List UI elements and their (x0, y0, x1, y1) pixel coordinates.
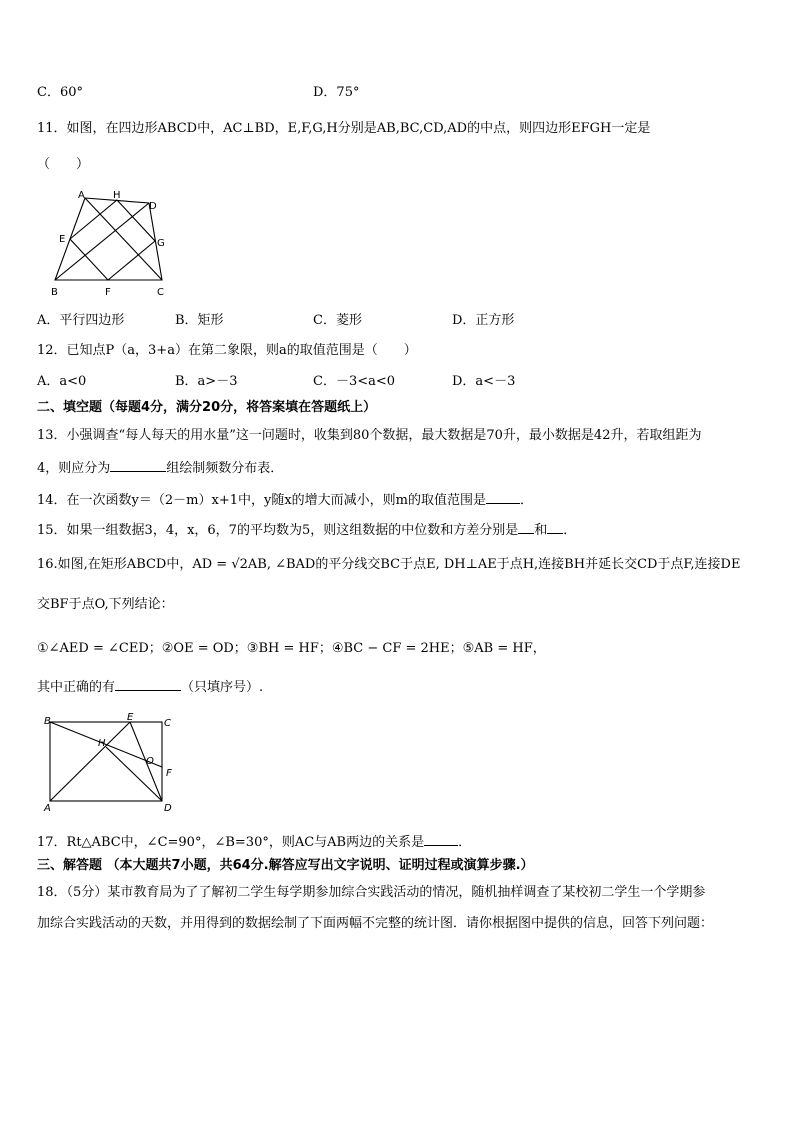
q10-option-c: C．60° (37, 85, 83, 100)
q14-line (37, 490, 533, 510)
q12-stem: 12．已知点P（a，3+a）在第二象限，则a的取值范围是（ ） (37, 343, 417, 358)
label-f: F (166, 768, 172, 779)
q13-line-1: 13．小强调查“每人每天的用水量”这一问题时，收集到80个数据，最大数据是70升，最小数据是42升，若取组距为 (37, 428, 702, 443)
q16-conclusions: ①∠AED = ∠CED；②OE = OD；③BH = HF；④BC − CF = 2HE；⑤AB = HF， (37, 641, 546, 656)
q11-paren: （ ） (37, 157, 90, 172)
q17-line (37, 832, 471, 852)
q14-answer-blank[interactable] (486, 490, 520, 504)
q16-text-b: （只填序号）. (181, 680, 264, 695)
quad-efgh (70, 200, 155, 280)
q16-line-2: 交BF于点O,下列结论： (37, 597, 174, 612)
label-g: G (157, 238, 165, 249)
label-b: B (51, 287, 58, 298)
q17-answer-blank[interactable] (424, 832, 458, 846)
label-c: C (157, 287, 164, 298)
q15-end: ． (563, 523, 577, 538)
quad-abcd (55, 198, 162, 280)
q16-line-1: 16.如图,在矩形ABCD中，AD = √2AB, ∠BAD的平分线交BC于点E, DH⊥AE于点H,连接BH并延长交CD于点F,连接DE (37, 557, 741, 572)
q15-blank-variance[interactable] (547, 520, 563, 534)
label-f: F (105, 287, 111, 298)
label-a: A (44, 803, 51, 812)
q15-blank-median[interactable] (518, 520, 534, 534)
label-c: C (164, 718, 171, 729)
q13-line-2 (37, 458, 283, 478)
label-e: E (59, 234, 66, 245)
section-3-heading: 三、解答题 （本大题共7小题，共64分.解答应写出文字说明、证明过程或演算步骤.） (37, 858, 534, 873)
q13-answer-blank[interactable] (110, 458, 166, 472)
label-a: A (78, 190, 85, 201)
q10-option-d: D．75° (313, 85, 360, 100)
q16-line-4 (37, 677, 263, 697)
q12-option-a: A．a<0 (37, 374, 87, 389)
q16-rectangle-figure (40, 710, 190, 812)
q11-option-d: D．正方形 (452, 313, 515, 328)
q14-end: ． (519, 493, 533, 508)
q12-option-b: B．a>－3 (175, 374, 238, 389)
label-d: D (164, 803, 172, 812)
label-h: H (113, 190, 121, 201)
label-h: H (98, 738, 106, 749)
label-e: E (127, 712, 134, 723)
q13-text-b: 组绘制频数分布表． (166, 461, 284, 476)
q15-mid: 和 (534, 523, 548, 538)
q11-quadrilateral-figure (45, 188, 175, 300)
segment-ae (50, 722, 130, 801)
q11-option-c: C．菱形 (313, 313, 362, 328)
q15-line (37, 520, 576, 540)
q12-option-c: C．－3<a<0 (313, 374, 396, 389)
q11-option-b: B．矩形 (175, 313, 224, 328)
q17-end: ． (458, 835, 472, 850)
q16-answer-blank[interactable] (115, 677, 181, 691)
q18-line-1: 18．（5分）某市教育局为了了解初二学生每学期参加综合实践活动的情况，随机抽样调查了某校初二学生一个学期参 (37, 885, 706, 900)
label-o: O (146, 756, 154, 767)
q12-option-d: D．a<－3 (452, 374, 516, 389)
q17-text: 17．Rt△ABC中，∠C=90°，∠B=30°，则AC与AB两边的关系是 (37, 835, 425, 850)
q11-option-a: A．平行四边形 (37, 313, 125, 328)
section-2-heading: 二、填空题（每题4分，满分20分，将答案填在答题纸上） (37, 400, 377, 415)
q18-line-2: 加综合实践活动的天数，并用得到的数据绘制了下面两幅不完整的统计图．请你根据图中提供的信息，回答下列问题： (37, 916, 714, 931)
label-d: D (149, 201, 157, 212)
q15-text: 15．如果一组数据3，4，x，6，7的平均数为5，则这组数据的中位数和方差分别是 (37, 523, 519, 538)
q14-text: 14．在一次函数y＝（2－m）x+1中，y随x的增大而减小，则m的取值范围是 (37, 493, 486, 508)
q13-text-a: 4，则应分为 (37, 461, 111, 476)
q16-text-a: 其中正确的有 (37, 680, 116, 695)
label-b: B (44, 716, 51, 727)
q11-stem: 11．如图，在四边形ABCD中，AC⊥BD，E,F,G,H分别是AB,BC,CD,AD的中点，则四边形EFGH一定是 (37, 121, 651, 136)
